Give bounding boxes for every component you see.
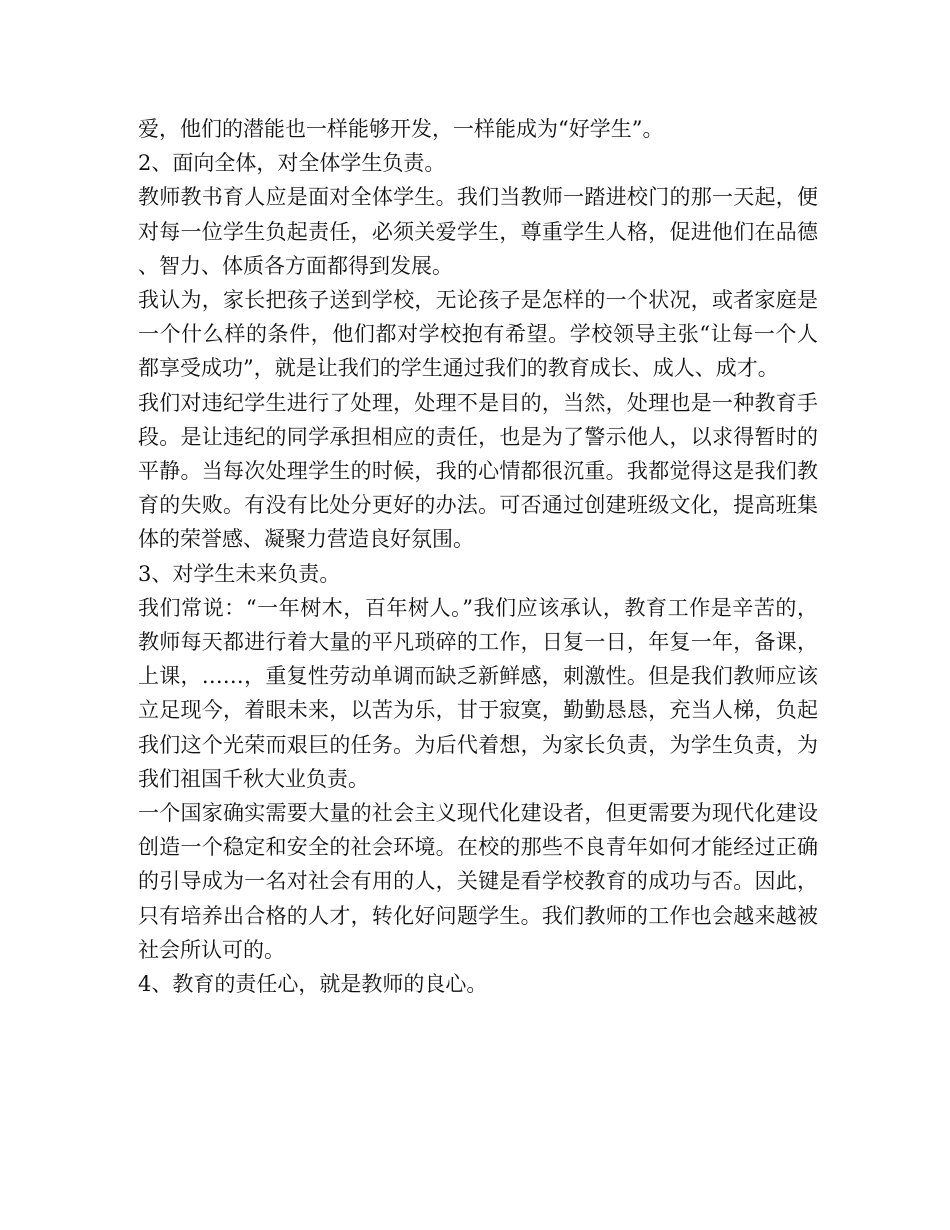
paragraph: 一个国家确实需要大量的社会主义现代化建设者，但更需要为现代化建设创造一个稳定和安全的社会环境。在校的那些不良青年如何才能经过正确的引导成为一名对社会有用的人，关键是看学校教育的成功与否。因此，只有培养出合格的人才，转化好问题学生。我们教师的工作也会越来越被社会所认可的。	[138, 801, 818, 962]
paragraph: 教师教书育人应是面对全体学生。我们当教师一踏进校门的那一天起，便对每一位学生负起责任，必须关爱学生，尊重学生人格，促进他们在品德、智力、体质各方面都得到发展。	[138, 185, 818, 278]
paragraph: 我们对违纪学生进行了处理，处理不是目的，当然，处理也是一种教育手段。是让违纪的同学承担相应的责任，也是为了警示他人，以求得暂时的平静。当每次处理学生的时候，我的心情都很沉重。我都觉得这是我们教育的失败。有没有比处分更好的办法。可否通过创建班级文化，提高班集体的荣誉感、凝聚力营造良好氛围。	[138, 390, 818, 552]
document-body	[138, 112, 818, 1001]
paragraph: 爱，他们的潜能也一样能够开发，一样能成为“好学生”。	[138, 117, 664, 141]
section-heading: 3、对学生未来负责。	[138, 561, 341, 586]
section-heading: 2、面向全体，对全体学生负责。	[138, 151, 446, 176]
section-heading: 4、教育的责任心，就是教师的良心。	[138, 972, 488, 997]
paragraph: 我们常说：“一年树木，百年树人。”我们应该承认，教育工作是辛苦的，教师每天都进行着大量的平凡琐碎的工作，日复一日，年复一年，备课，上课，……，重复性劳动单调而缺乏新鲜感，刺激性。但是我们教师应该立足现今，着眼未来，以苦为乐，甘于寂寞，勤勤恳恳，充当人梯，负起我们这个光荣而艰巨的任务。为后代着想，为家长负责，为学生负责，为我们祖国千秋大业负责。	[138, 595, 818, 791]
paragraph: 我认为，家长把孩子送到学校，无论孩子是怎样的一个状况，或者家庭是一个什么样的条件，他们都对学校抱有希望。学校领导主张“让每一个人都享受成功”，就是让我们的学生通过我们的教育成长、成人、成才。	[138, 288, 818, 381]
